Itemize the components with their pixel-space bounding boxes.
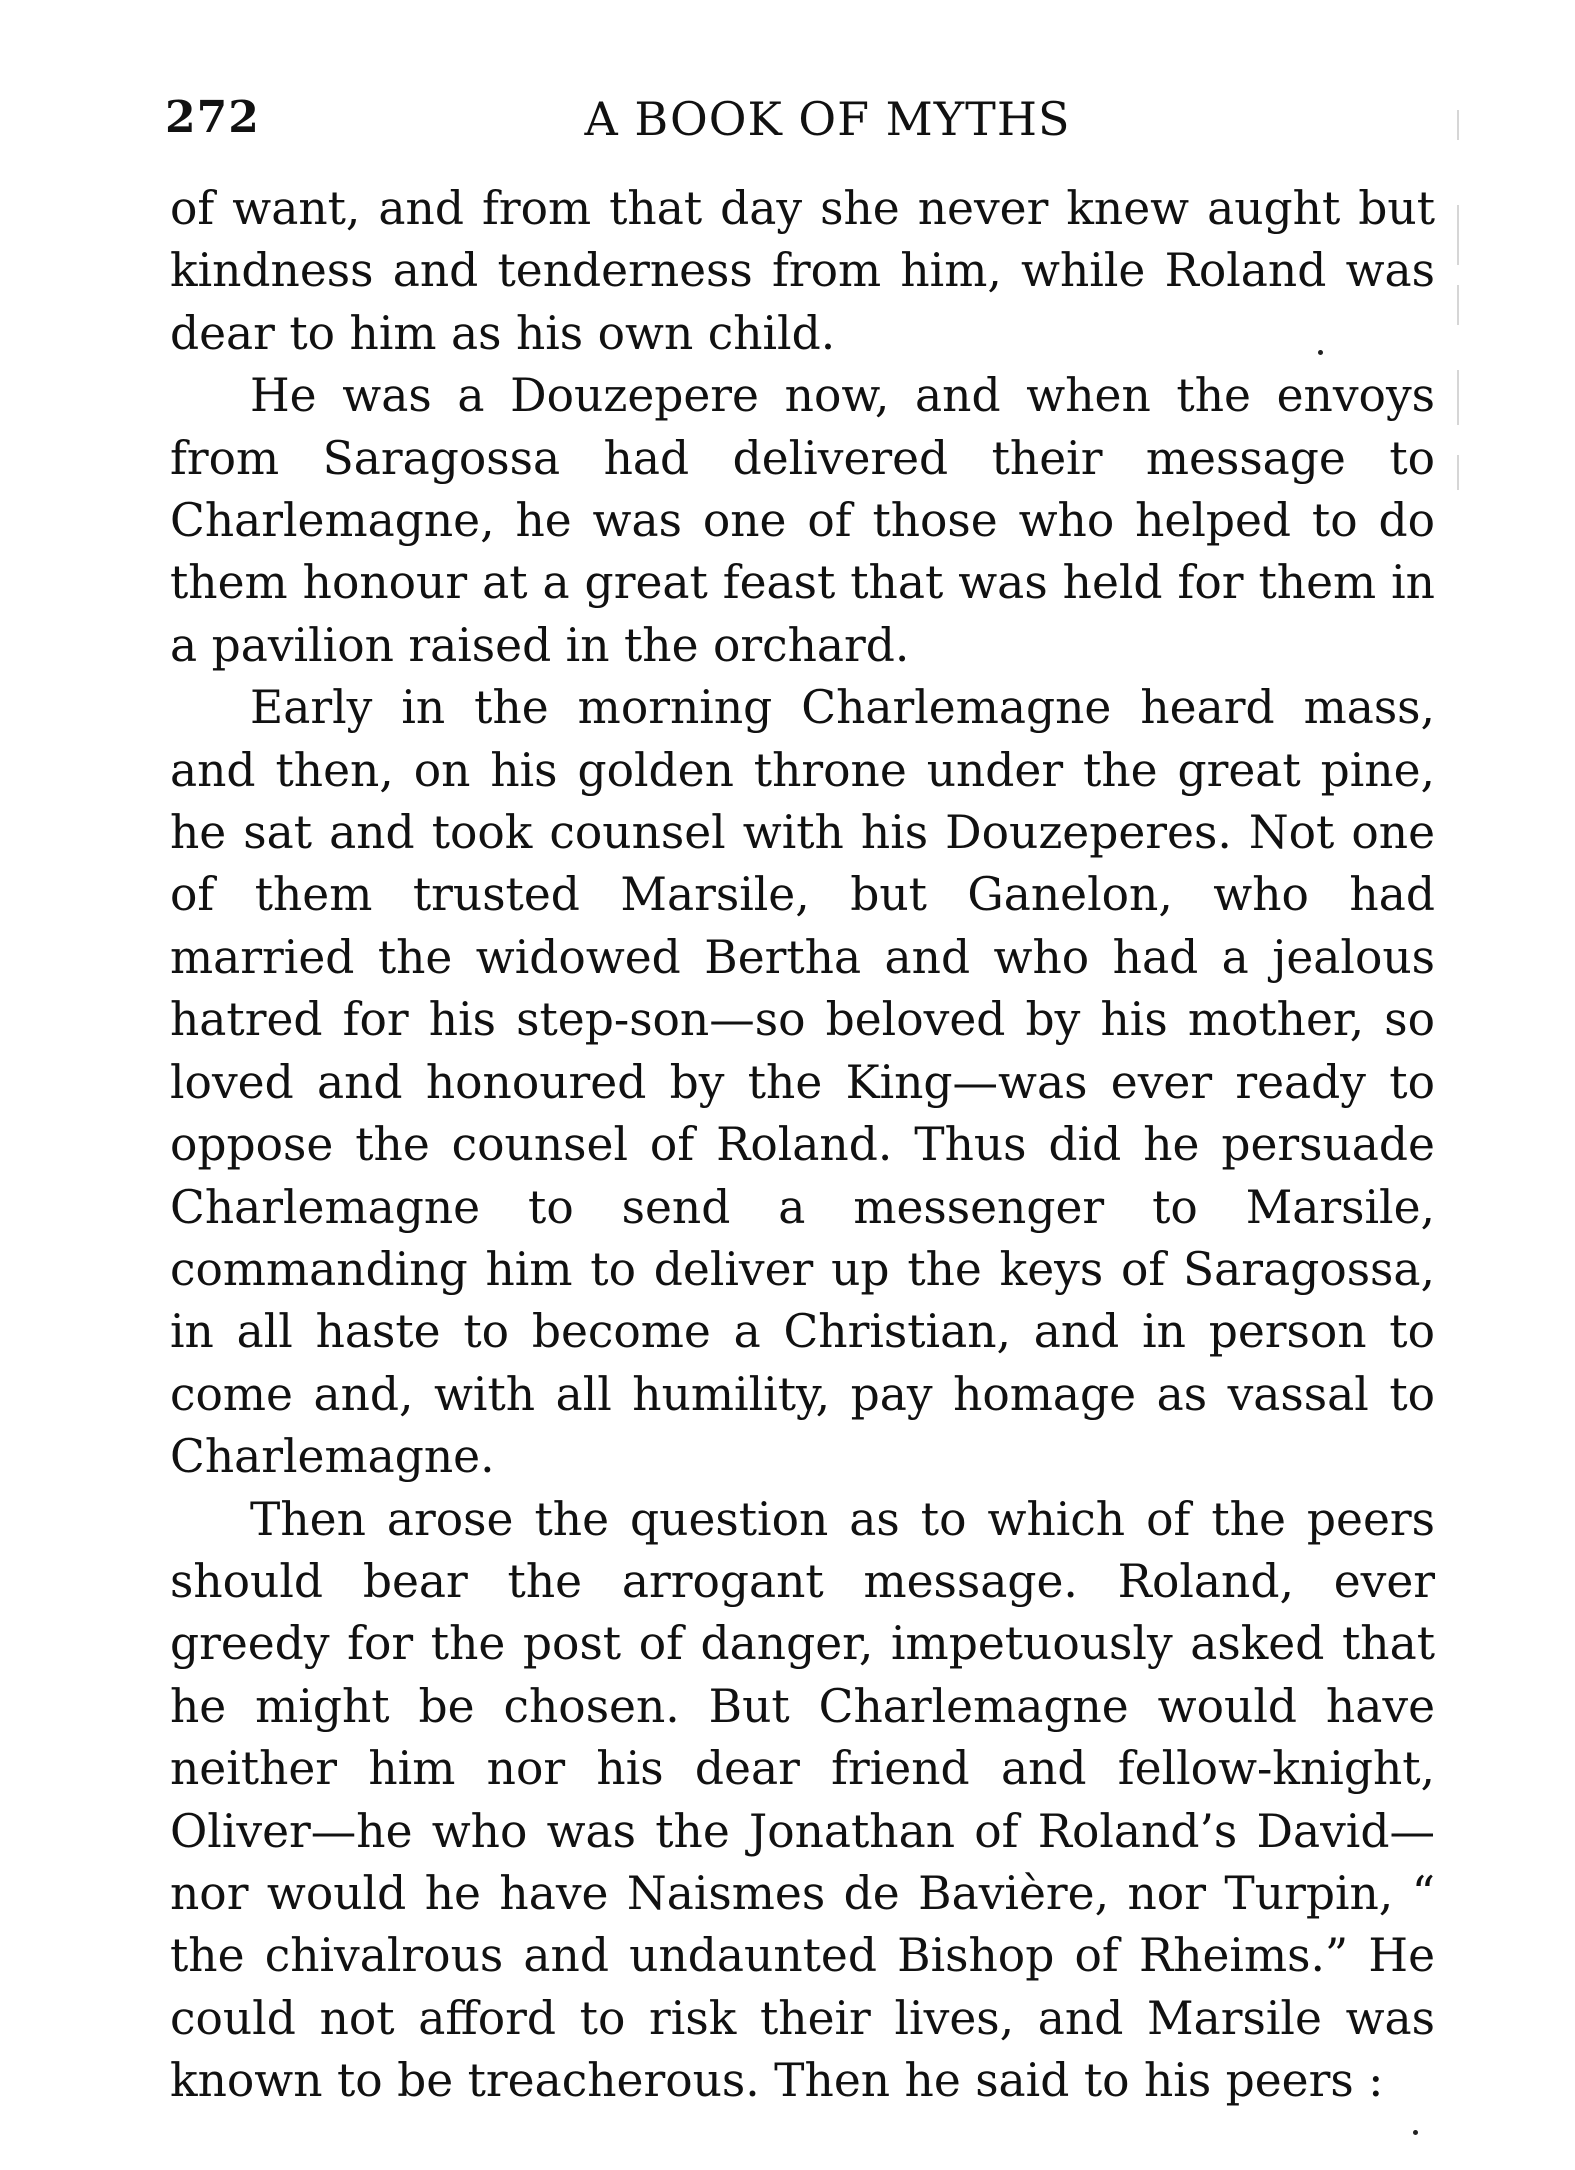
paragraph: He was a Douzepere now, and when the envoys from Saragossa had delivered their message to Charlemagne, he was one of those who helped to do them honour at a great feast that was held for them in a pavilion raised in the orchard. <box>170 369 1435 672</box>
paragraph-continued: of want, and from that day she never knew aught but kindness and tenderness from him, while Roland was dear to him as his own child. <box>170 182 1435 360</box>
scan-edge-marks <box>1457 110 1463 2010</box>
scan-speck <box>1318 350 1323 355</box>
body-text <box>170 178 1435 2113</box>
scan-speck <box>1413 2130 1418 2135</box>
running-title: A BOOK OF MYTHS <box>584 92 1071 146</box>
paragraph: Then arose the question as to which of the peers should bear the arrogant message. Roland, ever greedy for the post of danger, impetuously asked that he might be chosen. But Charlemagne would have neither him nor his dear friend and fellow-knight, Oliver—he who was the Jonathan of Roland’s David—nor would he have Naismes de Bavière, nor Turpin, “ the chivalrous and undaunted Bishop of Rheims.” He could not afford to risk their lives, and Marsile was known to be treacherous. Then he said to his peers : <box>170 1492 1435 2108</box>
page-header <box>165 92 1450 152</box>
page-number: 272 <box>165 92 260 143</box>
paragraph: Early in the morning Charlemagne heard mass, and then, on his golden throne under the great pine, he sat and took counsel with his Douzeperes. Not one of them trusted Marsile, but Ganelon, who had married the widowed Bertha and who had a jealous hatred for his step-son—so beloved by his mother, so loved and honoured by the King—was ever ready to oppose the counsel of Roland. Thus did he persuade Charlemagne to send a messenger to Marsile, commanding him to deliver up the keys of Saragossa, in all haste to become a Christian, and in person to come and, with all humility, pay homage as vassal to Charlemagne. <box>170 681 1435 1484</box>
